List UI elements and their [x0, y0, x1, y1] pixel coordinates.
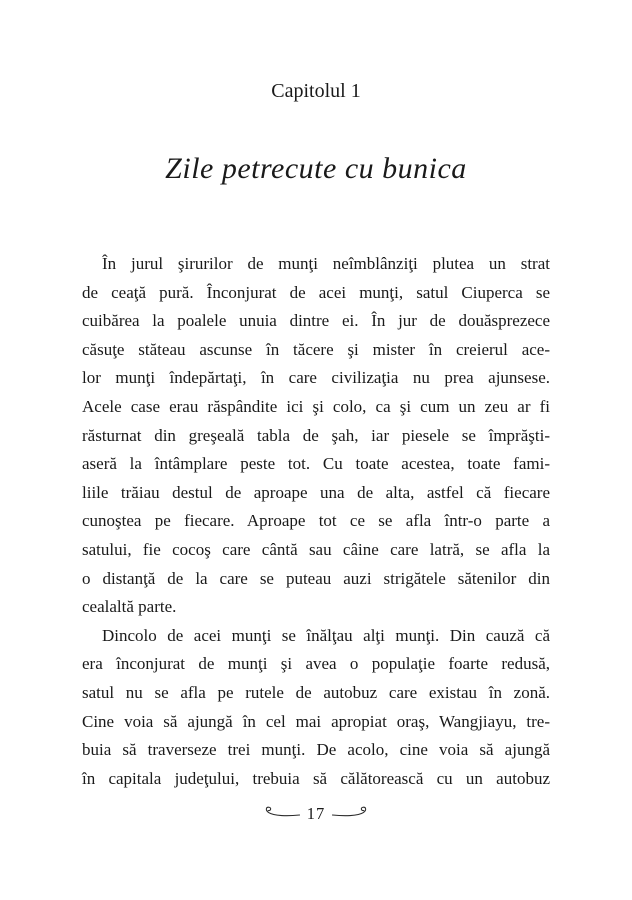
body-line: cuibărea la poalele unuia dintre ei. În jur de douăsprezece: [82, 311, 550, 331]
body-line: lor munţi îndepărtaţi, în care civilizaţia nu prea ajunsese.: [82, 368, 550, 388]
page-number: 17: [306, 804, 326, 823]
body-line: Acele case erau răspândite ici şi colo, ca şi cum un zeu ar fi: [82, 396, 550, 416]
body-line: buia să traverseze trei munţi. De acolo, cine voia să ajungă: [82, 740, 550, 760]
body-line: de ceaţă pură. Înconjurat de acei munţi, satul Ciuperca se: [82, 282, 550, 302]
body-line: cunoştea pe fiecare. Aproape tot ce se afla într-o parte a: [82, 511, 550, 531]
body-line: căsuţe stăteau ascunse în tăcere şi mister în creierul ace-: [82, 339, 550, 359]
body-line: aseră la întâmplare peste tot. Cu toate acestea, toate fami-: [82, 454, 550, 474]
chapter-title: Zile petrecute cu bunica: [165, 152, 467, 185]
body-line: satului, fie cocoş care cântă sau câine care latră, se afla la: [82, 539, 550, 559]
flourish-curl-left-icon: [262, 805, 300, 819]
body-line: satul nu se afla pe rutele de autobuz care existau în zonă.: [82, 682, 550, 702]
chapter-label: Capitolul 1: [271, 80, 361, 102]
paragraph: [82, 622, 550, 794]
body-line: o distanţă de la care se puteau auzi strigătele sătenilor din: [82, 568, 550, 588]
body-line: era înconjurat de munţi şi avea o populaţie foarte redusă,: [82, 654, 550, 674]
body-line: Cine voia să ajungă în cel mai apropiat oraş, Wangjiayu, tre-: [82, 711, 550, 731]
page-footer: [0, 795, 632, 827]
body-line: Dincolo de acei munţi se înălţau alţi munţi. Din cauză că: [102, 625, 550, 645]
body-line: liile trăiau destul de aproape una de alta, astfel că fiecare: [82, 482, 550, 502]
body-line: În jurul şirurilor de munţi neîmblânziţi plutea un strat: [102, 254, 550, 273]
paragraph: [82, 250, 550, 622]
body-line: răsturnat din greşeală tabla de şah, iar piesele se împrăşti-: [82, 425, 550, 445]
body-line: cealaltă parte.: [82, 597, 177, 617]
body-line: în capitala judeţului, trebuia să călătorească cu un autobuz: [82, 768, 550, 788]
flourish-curl-right-icon: [332, 805, 370, 819]
body-text: [82, 250, 550, 793]
